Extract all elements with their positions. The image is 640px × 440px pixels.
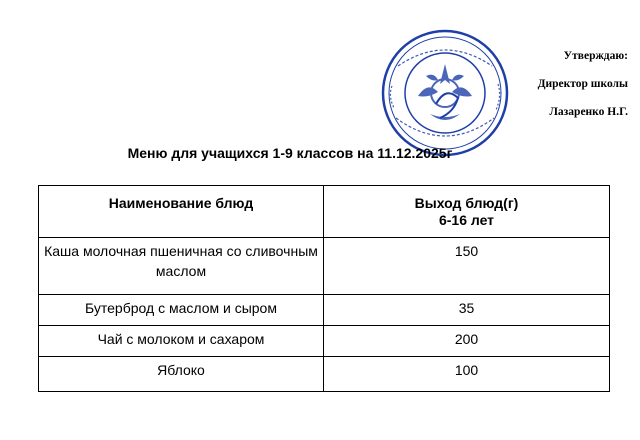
table-row: [39, 238, 610, 295]
director-title: Директор школы: [537, 78, 628, 90]
header-dish-name: Наименование блюд: [39, 186, 324, 238]
dish-name: Яблоко: [39, 357, 324, 392]
dish-name: Бутерброд с маслом и сыром: [39, 295, 324, 326]
dish-name: Чай с молоком и сахаром: [39, 326, 324, 357]
director-name: Лазаренко Н.Г.: [549, 106, 628, 118]
header-yield: [324, 186, 610, 238]
dish-name: Каша молочная пшеничная со сливочным маслом: [39, 238, 324, 295]
table-row: [39, 357, 610, 392]
table-header-row: [39, 186, 610, 238]
header-yield-label: Выход блюд(г): [414, 195, 519, 211]
approval-label: Утверждаю:: [563, 50, 628, 62]
header-age-range: 6-16 лет: [438, 212, 495, 228]
approval-block: [478, 42, 628, 126]
table-row: [39, 326, 610, 357]
dish-yield: 200: [324, 326, 610, 357]
table-row: [39, 295, 610, 326]
menu-table: [38, 185, 610, 392]
dish-yield: 150: [324, 238, 610, 295]
dish-yield: 100: [324, 357, 610, 392]
dish-yield: 35: [324, 295, 610, 326]
menu-title: Меню для учащихся 1-9 классов на 11.12.2025г: [127, 145, 453, 161]
